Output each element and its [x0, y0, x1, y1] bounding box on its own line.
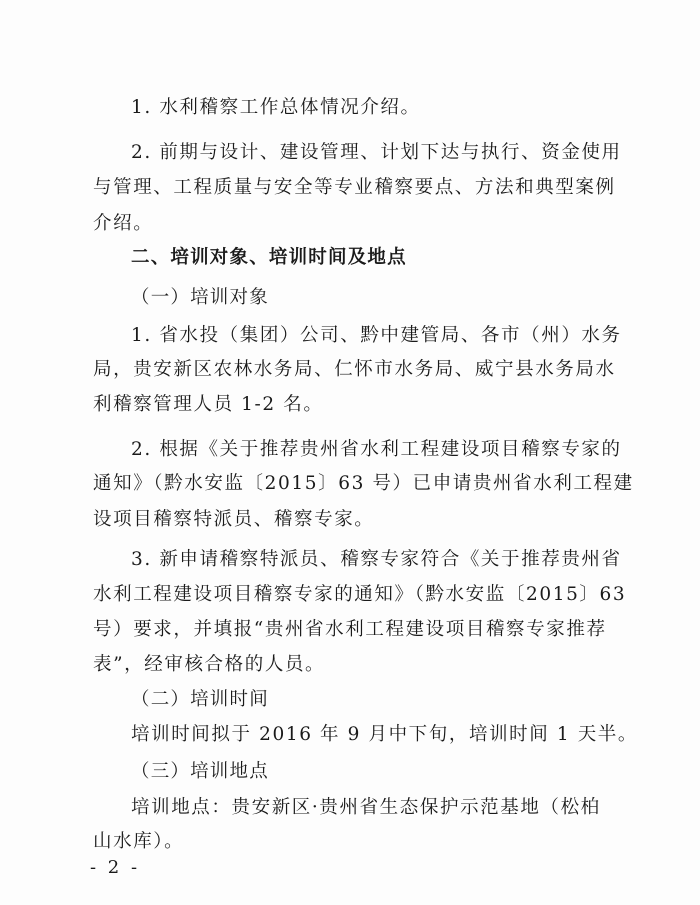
section-heading-2: 二、培训对象、培训时间及地点 [131, 247, 407, 268]
target-item-1-line-1: 1. 省水投（集团）公司、黔中建管局、各市（州）水务 [131, 325, 622, 346]
target-item-2-line-3: 设项目稽察特派员、稽察专家。 [93, 509, 375, 530]
target-item-3-line-4: 表”，经审核合格的人员。 [93, 654, 326, 675]
target-item-1-line-2: 局，贵安新区农林水务局、仁怀市水务局、威宁县水务局水 [93, 359, 616, 380]
subsection-heading-2: （二）培训时间 [131, 689, 269, 710]
item-2-line-2: 与管理、工程质量与安全等专业稽察要点、方法和典型案例 [93, 177, 616, 198]
training-time-text: 培训时间拟于 2016 年 9 月中下旬，培训时间 1 天半。 [131, 724, 639, 745]
item-2-line-1: 2. 前期与设计、建设管理、计划下达与执行、资金使用 [131, 142, 622, 163]
target-item-2-line-2: 通知》（黔水安监〔2015〕63 号）已申请贵州省水利工程建 [93, 473, 634, 494]
target-item-3-line-3: 号）要求，并填报“贵州省水利工程建设项目稽察专家推荐 [93, 619, 607, 640]
item-1-text: 1. 水利稽察工作总体情况介绍。 [131, 97, 421, 118]
page-number: - 2 - [90, 857, 141, 878]
item-2-line-3: 介绍。 [93, 213, 154, 234]
target-item-2-line-1: 2. 根据《关于推荐贵州省水利工程建设项目稽察专家的 [131, 439, 622, 460]
target-item-1-line-3: 利稽察管理人员 1-2 名。 [93, 394, 324, 415]
training-location-line-1: 培训地点：贵安新区·贵州省生态保护示范基地（松柏 [131, 797, 601, 818]
target-item-3-line-2: 水利工程建设项目稽察专家的通知》（黔水安监〔2015〕63 [93, 584, 627, 605]
subsection-heading-1: （一）培训对象 [131, 287, 269, 308]
training-location-line-2: 山水库）。 [93, 831, 185, 852]
subsection-heading-3: （三）培训地点 [131, 761, 269, 782]
target-item-3-line-1: 3. 新申请稽察特派员、稽察专家符合《关于推荐贵州省 [131, 549, 622, 570]
